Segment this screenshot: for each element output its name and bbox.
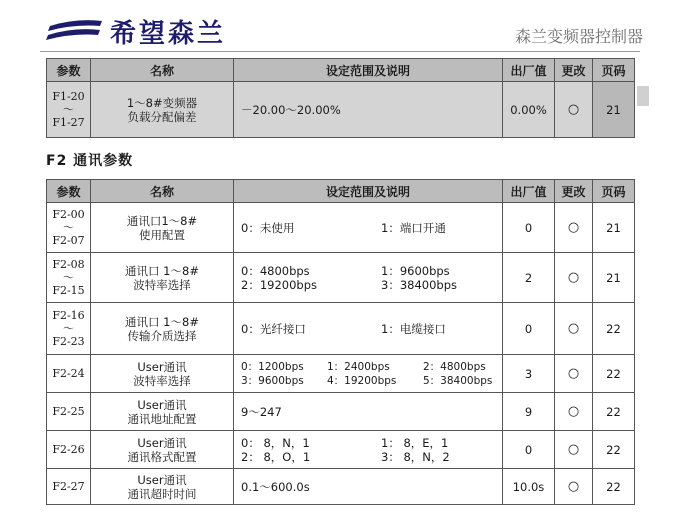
factory-value-cell: 10.0s [503, 469, 555, 505]
table-row [47, 253, 635, 303]
change-indicator-cell: ○ [555, 431, 593, 469]
col-header-range: 设定范围及说明 [234, 59, 503, 82]
factory-value-cell: 0.00% [503, 82, 555, 138]
param-code-cell: F2-25 [47, 393, 91, 431]
change-indicator-cell: ○ [555, 303, 593, 355]
param-name-cell: User通讯 通讯地址配置 [91, 393, 234, 431]
param-name-cell: User通讯 通讯超时时间 [91, 469, 234, 505]
factory-value-cell: 9 [503, 393, 555, 431]
page-number-cell: 21 [593, 203, 635, 253]
param-range-cell: 0： 8，N，1 1： 8，E，1 2： 8，O，1 3： 8，N，2 [234, 431, 503, 469]
logo-swoosh-icon [46, 18, 104, 44]
param-range-cell: 0.1～600.0s [234, 469, 503, 505]
table-header-row [47, 59, 635, 82]
table-header-row [47, 180, 635, 203]
factory-value-cell: 0 [503, 203, 555, 253]
table-row [47, 469, 635, 505]
col-header-change: 更改 [555, 180, 593, 203]
col-header-factory: 出厂值 [503, 180, 555, 203]
col-header-param: 参数 [47, 180, 91, 203]
change-indicator-cell: ○ [555, 469, 593, 505]
param-code-cell: F2-27 [47, 469, 91, 505]
page-number-cell: 22 [593, 303, 635, 355]
param-name-cell: 通讯口 1～8# 波特率选择 [91, 253, 234, 303]
page-number-cell: 22 [593, 431, 635, 469]
header-product-line: 森兰变频器控制器 [514, 27, 643, 46]
param-range-cell: －20.00～20.00% [234, 82, 503, 138]
change-indicator-cell: ○ [555, 355, 593, 393]
logo-text: 希望森兰 [110, 18, 227, 49]
param-range-cell: 0：未使用 1：端口开通 [234, 203, 503, 253]
table-row [47, 355, 635, 393]
param-range-cell: 0：光纤接口 1：电缆接口 [234, 303, 503, 355]
param-name-cell: 1～8#变频器 负载分配偏差 [91, 82, 234, 138]
page-number-cell: 22 [593, 393, 635, 431]
param-range-cell: 9～247 [234, 393, 503, 431]
param-range-cell: 0：4800bps 1：9600bps 2：19200bps 3：38400bps [234, 253, 503, 303]
param-code-cell: F2-00 ～ F2-07 [47, 203, 91, 253]
col-header-param: 参数 [47, 59, 91, 82]
change-indicator-cell: ○ [555, 82, 593, 138]
page-number-cell: 21 [593, 253, 635, 303]
change-indicator-cell: ○ [555, 203, 593, 253]
param-code-cell: F2-08 ～ F2-15 [47, 253, 91, 303]
param-range-cell: 0：1200bps 1：2400bps 2：4800bps 3：9600bps 4：19200bps 5：38400bps [234, 355, 503, 393]
page-edge-marker [637, 86, 649, 106]
table-row [47, 431, 635, 469]
factory-value-cell: 3 [503, 355, 555, 393]
col-header-name: 名称 [91, 59, 234, 82]
col-header-change: 更改 [555, 59, 593, 82]
param-code-cell: F1-20 ～ F1-27 [47, 82, 91, 138]
param-name-cell: User通讯 通讯格式配置 [91, 431, 234, 469]
parameter-table-f2 [46, 179, 635, 505]
col-header-name: 名称 [91, 180, 234, 203]
col-header-range: 设定范围及说明 [234, 180, 503, 203]
table-row [47, 203, 635, 253]
parameter-table-f1 [46, 58, 635, 138]
param-code-cell: F2-16 ～ F2-23 [47, 303, 91, 355]
param-name-cell: 通讯口1～8# 使用配置 [91, 203, 234, 253]
document-header [0, 0, 693, 52]
col-header-factory: 出厂值 [503, 59, 555, 82]
page-number-cell: 22 [593, 355, 635, 393]
param-name-cell: 通讯口 1～8# 传输介质选择 [91, 303, 234, 355]
page-number-cell: 21 [593, 82, 635, 138]
col-header-page: 页码 [593, 59, 635, 82]
col-header-page: 页码 [593, 180, 635, 203]
section-title: F2 通讯参数 [46, 153, 134, 169]
factory-value-cell: 2 [503, 253, 555, 303]
param-name-cell: User通讯 波特率选择 [91, 355, 234, 393]
table-row [47, 82, 635, 138]
factory-value-cell: 0 [503, 303, 555, 355]
change-indicator-cell: ○ [555, 253, 593, 303]
page-number-cell: 22 [593, 469, 635, 505]
header-divider [40, 51, 640, 52]
table-row [47, 393, 635, 431]
factory-value-cell: 0 [503, 431, 555, 469]
table-row [47, 303, 635, 355]
param-code-cell: F2-24 [47, 355, 91, 393]
change-indicator-cell: ○ [555, 393, 593, 431]
param-code-cell: F2-26 [47, 431, 91, 469]
brand-logo [46, 14, 226, 48]
